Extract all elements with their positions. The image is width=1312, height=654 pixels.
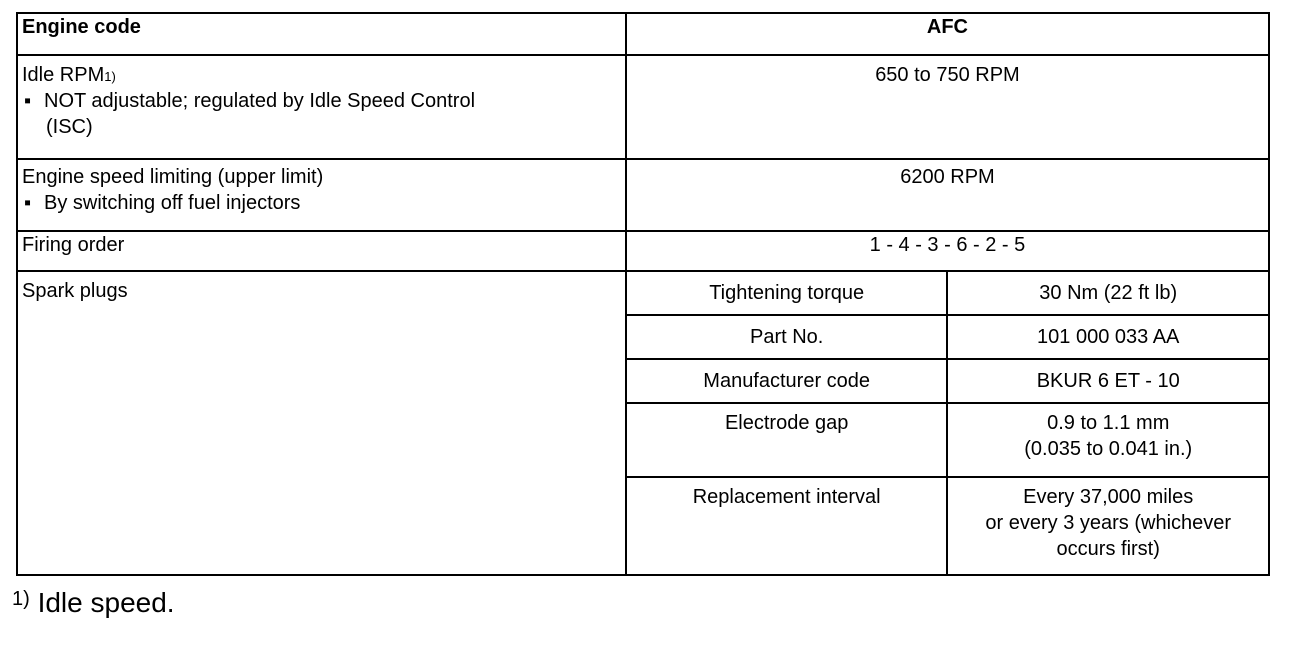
spark-plug-param-value: 101 000 033 AA [947,315,1269,359]
idle-rpm-bullet-text: NOT adjustable; regulated by Idle Speed Control [44,90,476,112]
firing-order-label: Firing order [17,231,626,271]
speed-limit-value: 6200 RPM [626,159,1269,231]
spark-plug-param-name: Manufacturer code [626,359,948,403]
speed-limit-label: Engine speed limiting (upper limit) [22,166,324,188]
bullet-icon: ▪ [24,90,32,112]
spark-plug-param-value: 0.9 to 1.1 mm (0.035 to 0.041 in.) [947,403,1269,477]
spark-plug-param-name: Replacement interval [626,477,948,575]
idle-rpm-bullet [22,88,625,114]
spark-plug-param-value: BKUR 6 ET - 10 [947,359,1269,403]
spark-plug-param-value: Every 37,000 miles or every 3 years (whichever occurs first) [947,477,1269,575]
idle-rpm-row [17,55,1269,159]
footnote-mark: 1) [12,588,30,610]
engine-spec-table [16,12,1270,576]
idle-rpm-label: Idle RPM [22,64,105,86]
spark-plug-row [17,271,1269,315]
idle-rpm-footnote-ref: 1) [104,69,116,84]
spark-plug-param-name: Tightening torque [626,271,948,315]
spark-plug-param-value: 30 Nm (22 ft lb) [947,271,1269,315]
engine-code-value: AFC [626,13,1269,55]
spark-plugs-label: Spark plugs [17,271,626,575]
idle-rpm-value: 650 to 750 RPM [626,55,1269,159]
header-row [17,13,1269,55]
firing-order-value: 1 - 4 - 3 - 6 - 2 - 5 [626,231,1269,271]
bullet-icon: ▪ [24,192,32,214]
speed-limit-row [17,159,1269,231]
spark-plug-param-name: Part No. [626,315,948,359]
idle-rpm-bullet-continued: (ISC) [46,116,93,138]
idle-rpm-label-cell [17,55,626,159]
footnote-text: Idle speed. [37,587,175,618]
footnote [12,586,175,620]
speed-limit-bullet-text: By switching off fuel injectors [44,192,301,214]
spark-plug-param-name: Electrode gap [626,403,948,477]
speed-limit-label-cell [17,159,626,231]
firing-order-row [17,231,1269,271]
engine-code-label: Engine code [17,13,626,55]
speed-limit-bullet [22,190,625,216]
